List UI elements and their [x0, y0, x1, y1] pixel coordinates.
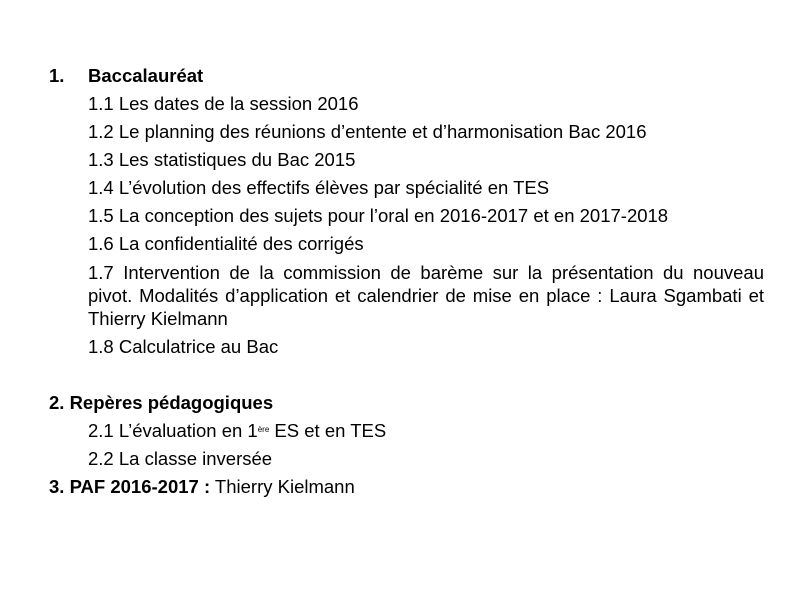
section-3-heading: [49, 476, 355, 498]
list-item-suffix: ES et en TES: [269, 420, 387, 441]
list-item: 1.4 L’évolution des effectifs élèves par spécialité en TES: [88, 177, 550, 198]
section-1-number: 1.: [49, 65, 65, 86]
superscript: ère: [257, 425, 270, 434]
list-item-paragraph: 1.7 Intervention de la commission de barème sur la présentation du nouveau pivot. Modalités d’application et calendrier de mise en place : Laura Sgambati et Thierry Kielmann: [88, 262, 764, 329]
section-1-title: Baccalauréat: [88, 65, 204, 86]
list-item: 1.6 La confidentialité des corrigés: [88, 233, 364, 254]
list-item: 1.5 La conception des sujets pour l’oral en 2016-2017 et en 2017-2018: [88, 205, 669, 226]
list-item: 1.2 Le planning des réunions d’entente et d’harmonisation Bac 2016: [88, 121, 647, 142]
list-item: 1.8 Calculatrice au Bac: [88, 336, 279, 357]
list-item: 1.1 Les dates de la session 2016: [88, 93, 359, 114]
section-3-title: 3. PAF 2016-2017 :: [49, 476, 211, 497]
list-item: 1.3 Les statistiques du Bac 2015: [88, 149, 356, 170]
list-item: [88, 420, 386, 442]
section-2-title: 2. Repères pédagogiques: [49, 392, 274, 413]
section-3-presenter: Thierry Kielmann: [210, 476, 355, 497]
list-item-prefix: 2.1 L’évaluation en 1: [88, 420, 258, 441]
list-item: 2.2 La classe inversée: [88, 448, 273, 469]
